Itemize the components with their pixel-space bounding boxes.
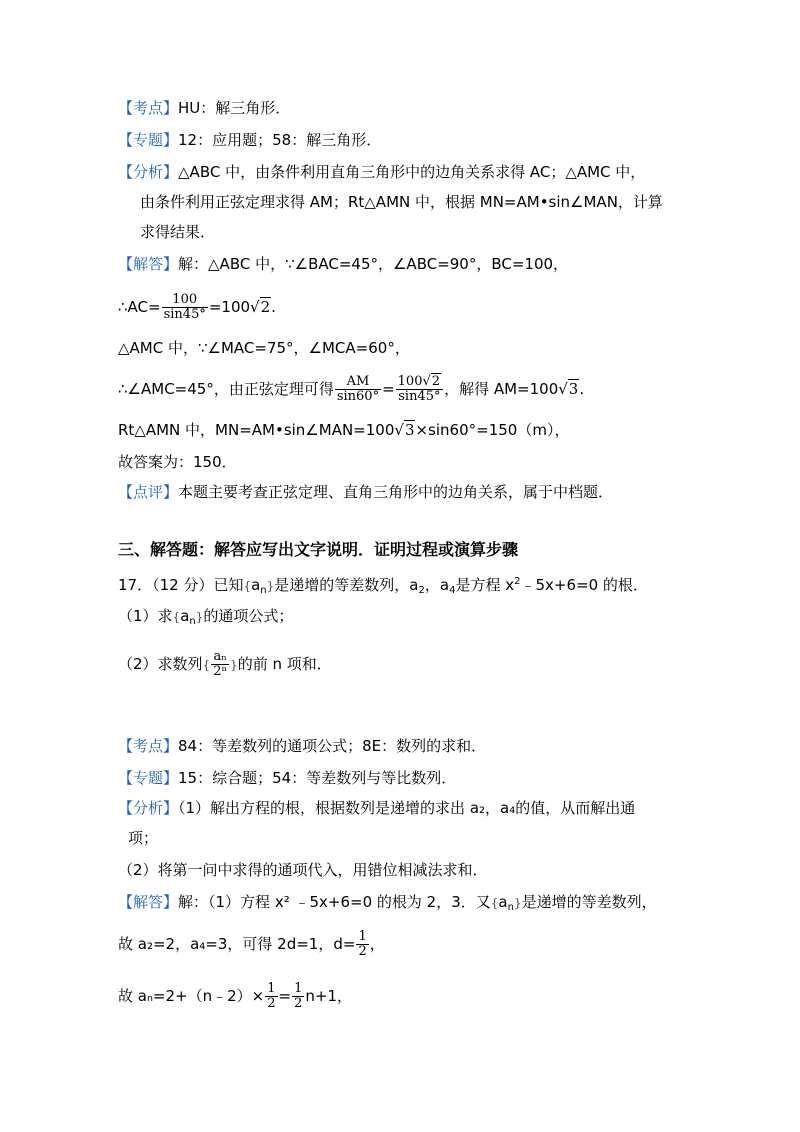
brace-right: } <box>266 579 275 593</box>
q17-an-line <box>118 978 352 1014</box>
am-frac1-den: sin60° <box>336 389 380 404</box>
answer-line: 故答案为：150． <box>118 453 237 471</box>
tag-zhuanti: 【专题】 <box>118 131 179 149</box>
sub-4: 4 <box>449 585 456 596</box>
zhuanti-text: 12：应用题；58：解三角形． <box>178 131 382 149</box>
dianping-line <box>118 482 613 502</box>
mn-pre: Rt△AMN 中，MN=AM•sin∠MAN=100 <box>118 421 395 439</box>
tag-zhuanti-2: 【专题】 <box>118 769 179 787</box>
sup-2: 2 <box>514 576 521 587</box>
kaodian-text: HU：解三角形． <box>178 99 291 117</box>
seq-a-2: a <box>180 607 190 625</box>
q17-zhuanti-line <box>118 768 456 788</box>
am-end: . <box>579 380 585 398</box>
tag-kaodian-2: 【考点】 <box>118 737 179 755</box>
mn-equation <box>118 420 569 440</box>
p1-post: 的通项公式； <box>203 607 294 625</box>
am-frac2-den: sin45° <box>398 389 441 404</box>
p2-post: 的前 n 项和． <box>237 655 332 673</box>
fenxi-text-1: △ABC 中，由条件利用直角三角形中的边角关系求得 AC；△AMC 中， <box>178 163 646 181</box>
q17-jieda-pre: 解：（1）方程 x² ﹣5x+6=0 的根为 2，3．又 <box>178 893 491 911</box>
q17-part1 <box>118 606 293 632</box>
q17-kaodian-line <box>118 736 486 756</box>
p2-fraction <box>211 650 229 679</box>
am-mid: ，解得 AM=100 <box>444 380 559 398</box>
q17-zhuanti-text: 15：综合题；54：等差数列与等比数列． <box>178 769 457 787</box>
q17-jieda-post: 是递增的等差数列， <box>521 893 657 911</box>
d-end: ， <box>369 935 385 953</box>
seq-n-2: n <box>189 616 196 627</box>
ac-frac-num: 100 <box>162 293 208 308</box>
dianping-text: 本题主要考查正弦定理、直角三角形中的边角关系，属于中档题． <box>178 483 614 501</box>
jieda-line-1 <box>118 254 568 274</box>
q17-fenxi-text-1: （1）解出方程的根，根据数列是递增的求出 a₂，a₄的值，从而解出通 <box>178 799 636 817</box>
q17-kaodian-text: 84：等差数列的通项公式；8E：数列的求和． <box>178 737 487 755</box>
brace-right-4: } <box>513 896 522 910</box>
an-half-1-num: 1 <box>267 981 276 996</box>
brace-left-4: { <box>490 896 499 910</box>
mn-post: ×sin60°=150（m）， <box>415 421 570 439</box>
ac-pre: ∴AC= <box>118 298 161 316</box>
ac-post: =100 <box>208 298 251 316</box>
an-eq: = <box>278 987 292 1005</box>
fenxi-line-1 <box>118 162 645 182</box>
p2-pre: （2）求数列 <box>118 655 203 673</box>
q17-fenxi-line-1 <box>118 798 635 818</box>
p2-frac-num: aₙ <box>211 650 229 665</box>
q17-fenxi-line-3: （2）将第一问中求得的通项代入，用错位相减法求和． <box>118 861 488 879</box>
q17-fenxi-line-2: 项； <box>128 829 159 847</box>
brace-right-2: } <box>195 610 204 624</box>
sqrt-2b: √2 <box>422 374 441 389</box>
an-post: n+1， <box>305 987 353 1005</box>
ac-equation <box>118 290 276 324</box>
fenxi-line-3: 求得结果． <box>140 223 216 241</box>
seq-n: n <box>260 585 267 596</box>
q17-part2 <box>118 646 332 683</box>
brace-left-3: { <box>202 658 211 672</box>
brace-left-2: { <box>172 610 181 624</box>
ac-end: . <box>271 298 276 316</box>
am-fraction-2 <box>396 375 443 404</box>
d-pre: 故 a₂=2，a₄=3，可得 2d=1，d= <box>118 935 356 953</box>
seq-a-3: a <box>498 893 508 911</box>
seq-a: a <box>251 576 261 594</box>
tag-fenxi-2: 【分析】 <box>118 799 179 817</box>
tag-dianping: 【点评】 <box>118 483 179 501</box>
am-equation <box>118 372 584 406</box>
an-half-1-den: 2 <box>267 996 276 1011</box>
half-den: 2 <box>358 944 367 959</box>
sqrt-radicand: 2 <box>260 298 271 316</box>
sqrt-radicand-3b: 3 <box>404 421 415 439</box>
brace-right-3: } <box>230 658 238 672</box>
sqrt-2: √2 <box>250 298 271 316</box>
half-fraction <box>356 930 368 959</box>
brace-left: { <box>243 579 252 593</box>
q17-stem-pre: 17．（12 分）已知 <box>118 576 244 594</box>
seq-n-3: n <box>507 902 514 913</box>
q17-stem-end: ﹣5x+6=0 的根． <box>520 576 648 594</box>
ac-frac-den: sin45° <box>163 307 206 322</box>
am-frac2-num <box>396 375 443 390</box>
q17-stem <box>118 572 648 601</box>
p1-pre: （1）求 <box>118 607 173 625</box>
fenxi-line-2: 由条件利用正弦定理求得 AM；Rt△AMN 中，根据 MN=AM•sin∠MAN，计算 <box>140 193 663 211</box>
sub-2: 2 <box>418 585 425 596</box>
an-half-1 <box>265 982 277 1011</box>
an-half-2-den: 2 <box>294 996 303 1011</box>
half-num: 1 <box>358 929 367 944</box>
an-half-2 <box>292 982 304 1011</box>
tag-jieda-2: 【解答】 <box>118 893 179 911</box>
an-pre: 故 aₙ=2+（n﹣2）× <box>118 987 265 1005</box>
sqrt-radicand-2b: 2 <box>431 374 441 389</box>
q17-jieda-line-1 <box>118 892 657 918</box>
am-frac2-num-val: 100 <box>397 374 423 389</box>
am-frac1-num: AM <box>335 375 381 390</box>
kaodian-line <box>118 98 290 118</box>
q17-stem-mid: 是递增的等差数列，a <box>274 576 419 594</box>
amc-line: △AMC 中，∵∠MAC=75°，∠MCA=60°， <box>118 339 410 357</box>
section-heading: 三、解答题：解答应写出文字说明．证明过程或演算步骤 <box>118 540 519 559</box>
q17-comma: ，a <box>424 576 450 594</box>
jieda-text-1: 解：△ABC 中，∵∠BAC=45°，∠ABC=90°，BC=100， <box>178 255 569 273</box>
am-fraction-1 <box>335 375 381 404</box>
ac-fraction <box>162 293 208 322</box>
sqrt-3b: √3 <box>394 421 415 439</box>
p2-frac-den: 2ⁿ <box>213 664 228 679</box>
sqrt-radicand-3: 3 <box>568 380 579 398</box>
tag-kaodian: 【考点】 <box>118 99 179 117</box>
q17-stem-post: 是方程 x <box>455 576 515 594</box>
an-half-2-num: 1 <box>294 981 303 996</box>
q17-d-line <box>118 926 385 962</box>
am-pre: ∴∠AMC=45°，由正弦定理可得 <box>118 380 334 398</box>
tag-jieda: 【解答】 <box>118 255 179 273</box>
sqrt-3: √3 <box>558 380 579 398</box>
tag-fenxi: 【分析】 <box>118 163 179 181</box>
zhuanti-line <box>118 130 381 150</box>
am-eq: = <box>382 380 395 398</box>
